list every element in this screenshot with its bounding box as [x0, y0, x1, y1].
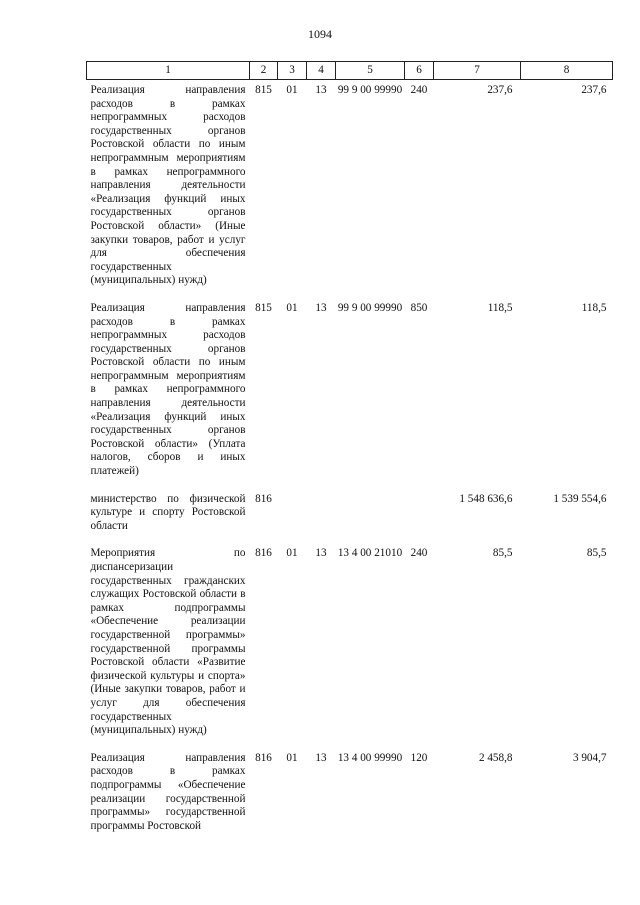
row-col-6: 120	[410, 751, 428, 764]
header-col-1: 1	[87, 62, 250, 80]
row-col-7: 1 548 636,6	[459, 492, 513, 505]
row-name: Реализация направления расходов в рамках непрограммных расходов государственных органов Ростовской области по иным непрограммным мероприятиям в рамках непрограммного направления деятельности «Реализация функций иных государственных органов Ростовской области» (Иные закупки товаров, работ и услуг для обеспечения государственных (муниципальных) нужд)	[90, 84, 246, 287]
row-col-3: 01	[286, 84, 298, 96]
header-col-8: 8	[521, 62, 613, 80]
row-col-8: 118,5	[581, 301, 607, 314]
row-col-6	[405, 493, 434, 548]
row-col-2: 816	[255, 547, 272, 560]
header-col-6: 6	[405, 62, 434, 80]
page-number: 1094	[308, 27, 332, 41]
row-name: Мероприятия по диспансеризации государственных гражданских служащих Ростовской области в рамках подпрограммы «Обеспечение реализации государственной программы» государственной программы Ростовской области «Развитие физической культуры и спорта» (Иные закупки товаров, работ и услуг для обеспечения государственных (муниципальных) нужд)	[90, 547, 246, 737]
header-row	[87, 62, 613, 80]
row-col-8: 237,6	[581, 84, 607, 96]
row-name: Реализация направления расходов в рамках подпрограммы «Обеспечение реализации государственной программы» государственной программы Ростовской	[90, 751, 246, 832]
row-col-2: 815	[255, 84, 272, 96]
row-col-7: 237,6	[487, 84, 513, 96]
row-col-5: 99 9 00 99990	[337, 84, 403, 96]
row-col-6: 240	[410, 84, 428, 96]
row-col-2: 815	[255, 301, 272, 314]
row-col-7: 118,5	[487, 301, 513, 314]
budget-table	[86, 61, 613, 847]
table-row	[87, 302, 613, 493]
header-col-2: 2	[250, 62, 278, 80]
row-col-7: 85,5	[492, 547, 513, 560]
row-col-8: 85,5	[586, 547, 607, 560]
row-col-4: 13	[315, 751, 327, 764]
row-col-5	[336, 493, 405, 548]
table-row	[87, 80, 613, 302]
row-col-4	[307, 493, 336, 548]
row-col-7: 2 458,8	[478, 751, 513, 764]
row-name: Реализация направления расходов в рамках непрограммных расходов государственных органов Ростовской области по иным непрограммным мероприятиям в рамках непрограммного направления деятельности «Реализация функций иных государственных органов Ростовской области» (Уплата налогов, сборов и иных платежей)	[90, 301, 246, 478]
row-col-4: 13	[315, 84, 327, 96]
row-col-6: 240	[410, 547, 428, 560]
row-col-5: 99 9 00 99990	[337, 301, 403, 314]
row-col-3: 01	[286, 547, 298, 560]
row-col-6: 850	[410, 301, 428, 314]
header-col-3: 3	[278, 62, 307, 80]
header-col-4: 4	[307, 62, 336, 80]
row-col-3: 01	[286, 751, 298, 764]
row-col-8: 3 904,7	[572, 751, 607, 764]
row-col-2: 816	[255, 751, 272, 764]
row-col-8: 1 539 554,6	[553, 492, 607, 505]
row-col-5: 13 4 00 99990	[337, 751, 403, 764]
table-row	[87, 493, 613, 548]
row-col-4: 13	[315, 301, 327, 314]
row-col-4: 13	[315, 547, 327, 560]
row-col-5: 13 4 00 21010	[337, 547, 403, 560]
row-col-2: 816	[255, 492, 272, 505]
row-col-3	[278, 493, 307, 548]
table-row	[87, 547, 613, 751]
row-col-3: 01	[286, 301, 298, 314]
header-col-5: 5	[336, 62, 405, 80]
header-col-7: 7	[434, 62, 521, 80]
table-row	[87, 752, 613, 848]
row-name: министерство по физической культуре и спорту Ростовской области	[90, 492, 246, 532]
